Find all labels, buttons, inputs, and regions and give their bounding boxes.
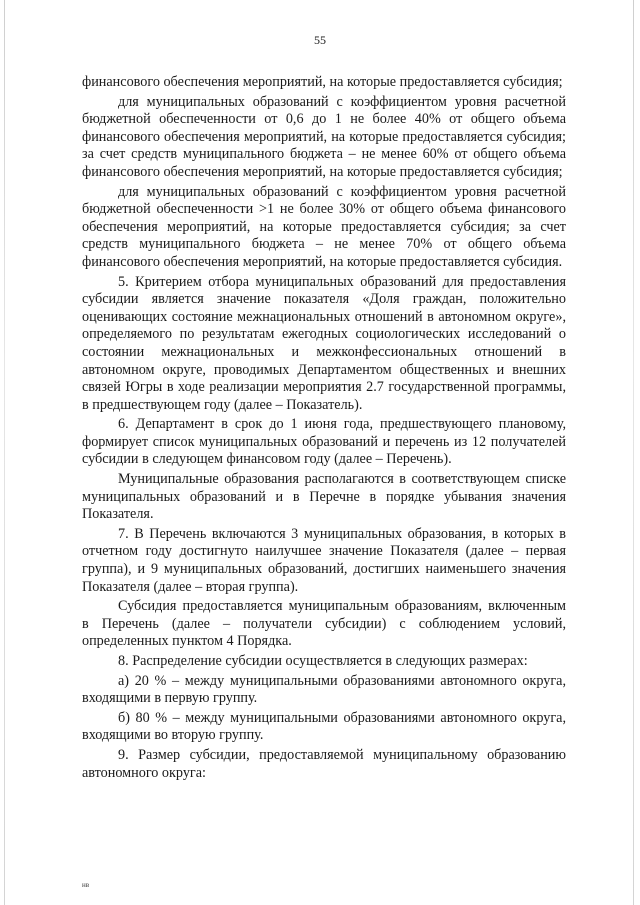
paragraph: 7. В Перечень включаются 3 муниципальных образования, в которых в отчетном году достигнуто наилучшее значение Показателя (далее – первая группа), и 9 муниципальных образований, достигших наименьшего значения Показателя (далее – вторая группа). [82, 525, 566, 595]
footer-initials: нв [82, 881, 90, 889]
right-edge-line [633, 0, 634, 905]
paragraph: для муниципальных образований с коэффициентом уровня расчетной бюджетной обеспеченности >1 не более 30% от общего объема финансового обеспечения мероприятий, на которые предоставляется субсидия; за счет средств муниципального бюджета – не менее 70% от общего объема финансового обеспечения мероприятий, на которые предоставляется субсидия. [82, 183, 566, 270]
paragraph: 6. Департамент в срок до 1 июня года, предшествующего плановому, формирует список муниципальных образований и перечень из 12 получателей субсидии в следующем финансовом году (далее – Перечень). [82, 416, 566, 468]
page-number: 55 [314, 33, 326, 47]
paragraph: 5. Критерием отбора муниципальных образований для предоставления субсидии является значение показателя «Доля граждан, положительно оценивающих состояние межнациональных отношений в автономном округе», определяемого по результатам ежегодных социологических исследований о состоянии межнациональных и межконфессиональных отношений в автономном округе, проводимых Департаментом общественных и внешних связей Югры в ходе реализации мероприятия 2.7 государственной программы, в предшествующем году (далее – Показатель). [82, 273, 566, 413]
left-edge-line [4, 0, 5, 905]
paragraph: для муниципальных образований с коэффициентом уровня расчетной бюджетной обеспеченности от 0,6 до 1 не более 40% от общего объема финансового обеспечения мероприятий, на которые предоставляется субсидия; за счет средств муниципального бюджета – не менее 60% от общего объема финансового обеспечения мероприятий, на которые предоставляется субсидия; [82, 93, 566, 180]
paragraph: Субсидия предоставляется муниципальным образованиям, включенным в Перечень (далее – получатели субсидии) с соблюдением условий, определенных пунктом 4 Порядка. [82, 598, 566, 650]
paragraph: 8. Распределение субсидии осуществляется в следующих размерах: [118, 653, 528, 669]
paragraph: 9. Размер субсидии, предоставляемой муниципальному образованию автономного округа: [82, 746, 566, 781]
document-body [82, 74, 566, 782]
paragraph: б) 80 % – между муниципальными образованиями автономного округа, входящими во вторую группу. [82, 709, 566, 744]
paragraph: финансового обеспечения мероприятий, на которые предоставляется субсидия; [82, 74, 563, 90]
paragraph: а) 20 % – между муниципальными образованиями автономного округа, входящими в первую группу. [82, 672, 566, 707]
paragraph: Муниципальные образования располагаются в соответствующем списке муниципальных образований и в Перечне в порядке убывания значения Показателя. [82, 471, 566, 523]
